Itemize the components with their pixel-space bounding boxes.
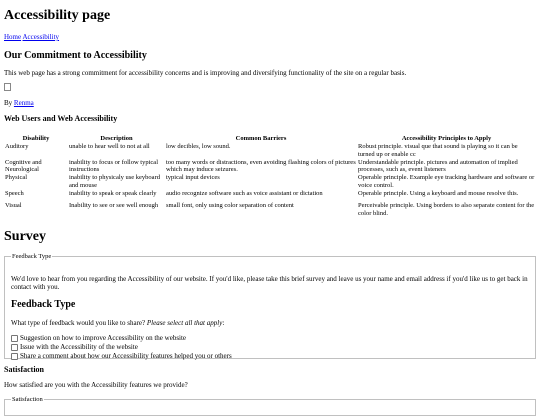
table-cell: too many words or distractions, even avoiding flashing colors of pictures which may induce seizures.	[166, 158, 356, 174]
byline-prefix: By	[4, 99, 13, 107]
satisfaction-legend: Satisfaction	[12, 396, 43, 403]
table-cell: Physical	[5, 174, 28, 182]
table-cell: inability to focus or follow typical instructions	[69, 158, 158, 174]
table-cell: low decibles, low sound.	[166, 143, 231, 150]
table-cell: small font, only using color separation of content	[166, 201, 294, 209]
accessibility-table	[4, 131, 536, 217]
option-label: Share a comment about how our Accessibility features helped you or others	[20, 352, 232, 361]
column-header-barriers: Common Barriers	[235, 135, 287, 143]
table-cell: audio recognize software such as voice assistant or dictation	[166, 189, 323, 197]
web-users-heading: Web Users and Web Accessibility	[4, 114, 118, 123]
table-header-row	[4, 131, 536, 143]
satisfaction-question: How satisfied are you with the Accessibility features we provide?	[4, 381, 188, 389]
table-cell: Operable principle. Example eye tracking hardware and software or voice control.	[358, 174, 535, 189]
table-row	[4, 159, 536, 175]
table-row	[4, 202, 536, 218]
commitment-text: This web page has a strong commitment for accessibility concerns and is improving and diversifying functionality of the site on a regular basis.	[4, 69, 407, 77]
column-header-disability: Disability	[22, 135, 50, 143]
table-cell: Cognitive and Neurological	[5, 158, 42, 174]
survey-heading: Survey	[4, 229, 46, 244]
table-cell: typical input devices	[166, 174, 220, 182]
table-cell: unable to hear well to not at all	[69, 143, 150, 150]
option-label: Suggestion on how to improve Accessibility on the website	[20, 334, 187, 343]
feedback-option-suggestion[interactable]	[11, 334, 232, 343]
table-cell: Inability to see or see well enough	[69, 201, 159, 209]
table-cell: Perceivable principle. Using borders to also separate content for the color blind.	[358, 201, 535, 217]
table-cell: inability to physicaly use keyboard and mouse	[69, 174, 160, 189]
commitment-heading: Our Commitment to Accessibility	[4, 50, 147, 61]
feedback-option-comment[interactable]	[11, 352, 232, 361]
table-cell: Operable principle. Using a keyboard and mouse resolve this.	[358, 189, 519, 197]
feedback-option-issue[interactable]	[11, 343, 232, 352]
page-title: Accessibility page	[4, 8, 111, 23]
table-cell: inability to speak or speak clearly	[69, 189, 157, 197]
checkbox[interactable]	[11, 335, 18, 342]
column-header-principles: Accessibility Principles to Apply	[401, 135, 492, 143]
survey-intro: We'd love to hear from you regarding the Accessibility of our website. If you'd like, please take this brief survey and leave us your name and email address if you'd like us to get back in contact with you.	[11, 274, 528, 292]
breadcrumb-current-link[interactable]: Accessibility	[22, 33, 60, 41]
satisfaction-heading: Satisfaction	[4, 365, 44, 374]
author-link[interactable]: Renma	[13, 99, 34, 107]
feedback-question-hint: Please select all that apply	[146, 318, 223, 327]
table-cell: Visual	[5, 201, 22, 209]
option-label: Issue with the Accessibility of the website	[20, 343, 138, 352]
satisfaction-fieldset	[4, 396, 536, 416]
table-cell: Speech	[5, 189, 24, 197]
feedback-options	[11, 334, 232, 361]
checkbox[interactable]	[11, 344, 18, 351]
checkbox[interactable]	[11, 353, 18, 360]
broken-image-icon	[4, 83, 11, 91]
byline	[4, 99, 34, 107]
table-cell: Understandable principle. pictures and automation of implied processes, such as, event listeners	[358, 158, 518, 174]
feedback-question	[11, 319, 224, 327]
table-cell: Robust principle. visual que that sound is playing so it can be turned up or enable cc	[358, 143, 518, 158]
table-cell: Auditory	[5, 143, 29, 150]
feedback-question-colon: :	[222, 318, 225, 327]
column-header-description: Description	[100, 135, 133, 143]
feedback-question-text: What type of feedback would you like to share?	[11, 318, 146, 327]
table-row	[4, 174, 536, 190]
feedback-fieldset	[4, 253, 536, 359]
table-row	[4, 143, 536, 159]
feedback-legend: Feedback Type	[12, 253, 52, 260]
breadcrumb-home-link[interactable]: Home	[4, 33, 22, 41]
breadcrumb	[4, 33, 59, 41]
table-row	[4, 190, 536, 202]
feedback-type-heading: Feedback Type	[11, 298, 76, 310]
